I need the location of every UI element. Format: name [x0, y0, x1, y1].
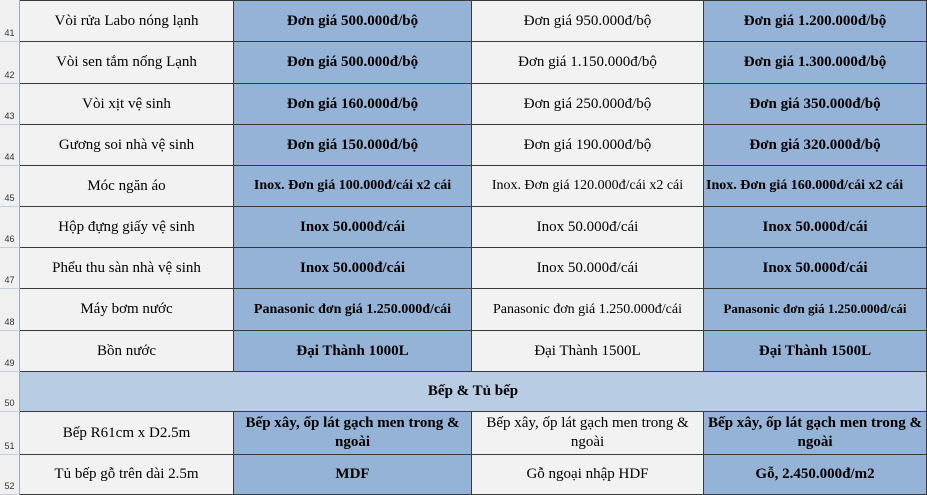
- standard-package-cell[interactable]: Inox 50.000đ/cái: [472, 248, 704, 289]
- row-number[interactable]: 49: [0, 331, 20, 372]
- row-number[interactable]: 51: [0, 412, 20, 455]
- standard-package-cell[interactable]: Gỗ ngoại nhập HDF: [472, 455, 704, 495]
- premium-package-cell[interactable]: Gỗ, 2.450.000đ/m2: [704, 455, 927, 495]
- table-row: [0, 455, 927, 495]
- standard-package-cell[interactable]: Bếp xây, ốp lát gạch men trong & ngoài: [472, 412, 704, 455]
- premium-package-cell[interactable]: Đơn giá 1.300.000đ/bộ: [704, 42, 927, 84]
- item-name-cell[interactable]: Vòi rửa Labo nóng lạnh: [20, 0, 234, 42]
- premium-package-cell[interactable]: Inox. Đơn giá 160.000đ/cái x2 cái: [704, 166, 927, 207]
- basic-package-cell[interactable]: Panasonic đơn giá 1.250.000đ/cái: [234, 289, 472, 331]
- premium-package-cell[interactable]: Bếp xây, ốp lát gạch men trong & ngoài: [704, 412, 927, 455]
- basic-package-cell[interactable]: Đơn giá 150.000đ/bộ: [234, 125, 472, 166]
- item-name-cell[interactable]: Máy bơm nước: [20, 289, 234, 331]
- standard-package-cell[interactable]: Panasonic đơn giá 1.250.000đ/cái: [472, 289, 704, 331]
- table-row: [0, 207, 927, 248]
- row-number[interactable]: 43: [0, 84, 20, 125]
- standard-package-cell[interactable]: Đơn giá 190.000đ/bộ: [472, 125, 704, 166]
- item-name-cell[interactable]: Phểu thu sàn nhà vệ sinh: [20, 248, 234, 289]
- table-row: [0, 125, 927, 166]
- table-row: [0, 289, 927, 331]
- item-name-cell[interactable]: Tủ bếp gỗ trên dài 2.5m: [20, 455, 234, 495]
- table-row: [0, 42, 927, 84]
- premium-package-cell[interactable]: Đơn giá 350.000đ/bộ: [704, 84, 927, 125]
- premium-package-cell[interactable]: Đại Thành 1500L: [704, 331, 927, 372]
- row-number[interactable]: 47: [0, 248, 20, 289]
- basic-package-cell[interactable]: Inox. Đơn giá 100.000đ/cái x2 cái: [234, 166, 472, 207]
- table-row: [0, 166, 927, 207]
- standard-package-cell[interactable]: Đơn giá 250.000đ/bộ: [472, 84, 704, 125]
- row-number[interactable]: 52: [0, 455, 20, 495]
- table-row: [0, 248, 927, 289]
- premium-package-cell[interactable]: Đơn giá 1.200.000đ/bộ: [704, 0, 927, 42]
- table-row: [0, 412, 927, 455]
- section-title[interactable]: Bếp & Tủ bếp: [20, 372, 927, 412]
- table-row: [0, 331, 927, 372]
- standard-package-cell[interactable]: Đơn giá 1.150.000đ/bộ: [472, 42, 704, 84]
- item-name-cell[interactable]: Móc ngăn áo: [20, 166, 234, 207]
- row-number[interactable]: 41: [0, 0, 20, 42]
- item-name-cell[interactable]: Bồn nước: [20, 331, 234, 372]
- row-number[interactable]: 46: [0, 207, 20, 248]
- row-number[interactable]: 50: [0, 372, 20, 412]
- item-name-cell[interactable]: Hộp đựng giấy vệ sinh: [20, 207, 234, 248]
- premium-package-cell[interactable]: Inox 50.000đ/cái: [704, 207, 927, 248]
- basic-package-cell[interactable]: Inox 50.000đ/cái: [234, 248, 472, 289]
- row-number[interactable]: 48: [0, 289, 20, 331]
- section-row: [0, 372, 927, 412]
- item-name-cell[interactable]: Vòi sen tắm nống Lạnh: [20, 42, 234, 84]
- table-row: [0, 84, 927, 125]
- standard-package-cell[interactable]: Đơn giá 950.000đ/bộ: [472, 0, 704, 42]
- standard-package-cell[interactable]: Inox 50.000đ/cái: [472, 207, 704, 248]
- row-number[interactable]: 45: [0, 166, 20, 207]
- basic-package-cell[interactable]: Đơn giá 500.000đ/bộ: [234, 0, 472, 42]
- premium-package-cell[interactable]: Đơn giá 320.000đ/bộ: [704, 125, 927, 166]
- basic-package-cell[interactable]: Đại Thành 1000L: [234, 331, 472, 372]
- standard-package-cell[interactable]: Inox. Đơn giá 120.000đ/cái x2 cái: [472, 166, 704, 207]
- item-name-cell[interactable]: Vòi xịt vệ sinh: [20, 84, 234, 125]
- table-row: [0, 0, 927, 42]
- premium-package-cell[interactable]: Panasonic đơn giá 1.250.000đ/cái: [704, 289, 927, 331]
- item-name-cell[interactable]: Gương soi nhà vệ sinh: [20, 125, 234, 166]
- basic-package-cell[interactable]: MDF: [234, 455, 472, 495]
- basic-package-cell[interactable]: Bếp xây, ốp lát gạch men trong & ngoài: [234, 412, 472, 455]
- row-number[interactable]: 42: [0, 42, 20, 84]
- standard-package-cell[interactable]: Đại Thành 1500L: [472, 331, 704, 372]
- item-name-cell[interactable]: Bếp R61cm x D2.5m: [20, 412, 234, 455]
- basic-package-cell[interactable]: Inox 50.000đ/cái: [234, 207, 472, 248]
- premium-package-cell[interactable]: Inox 50.000đ/cái: [704, 248, 927, 289]
- basic-package-cell[interactable]: Đơn giá 500.000đ/bộ: [234, 42, 472, 84]
- row-number[interactable]: 44: [0, 125, 20, 166]
- basic-package-cell[interactable]: Đơn giá 160.000đ/bộ: [234, 84, 472, 125]
